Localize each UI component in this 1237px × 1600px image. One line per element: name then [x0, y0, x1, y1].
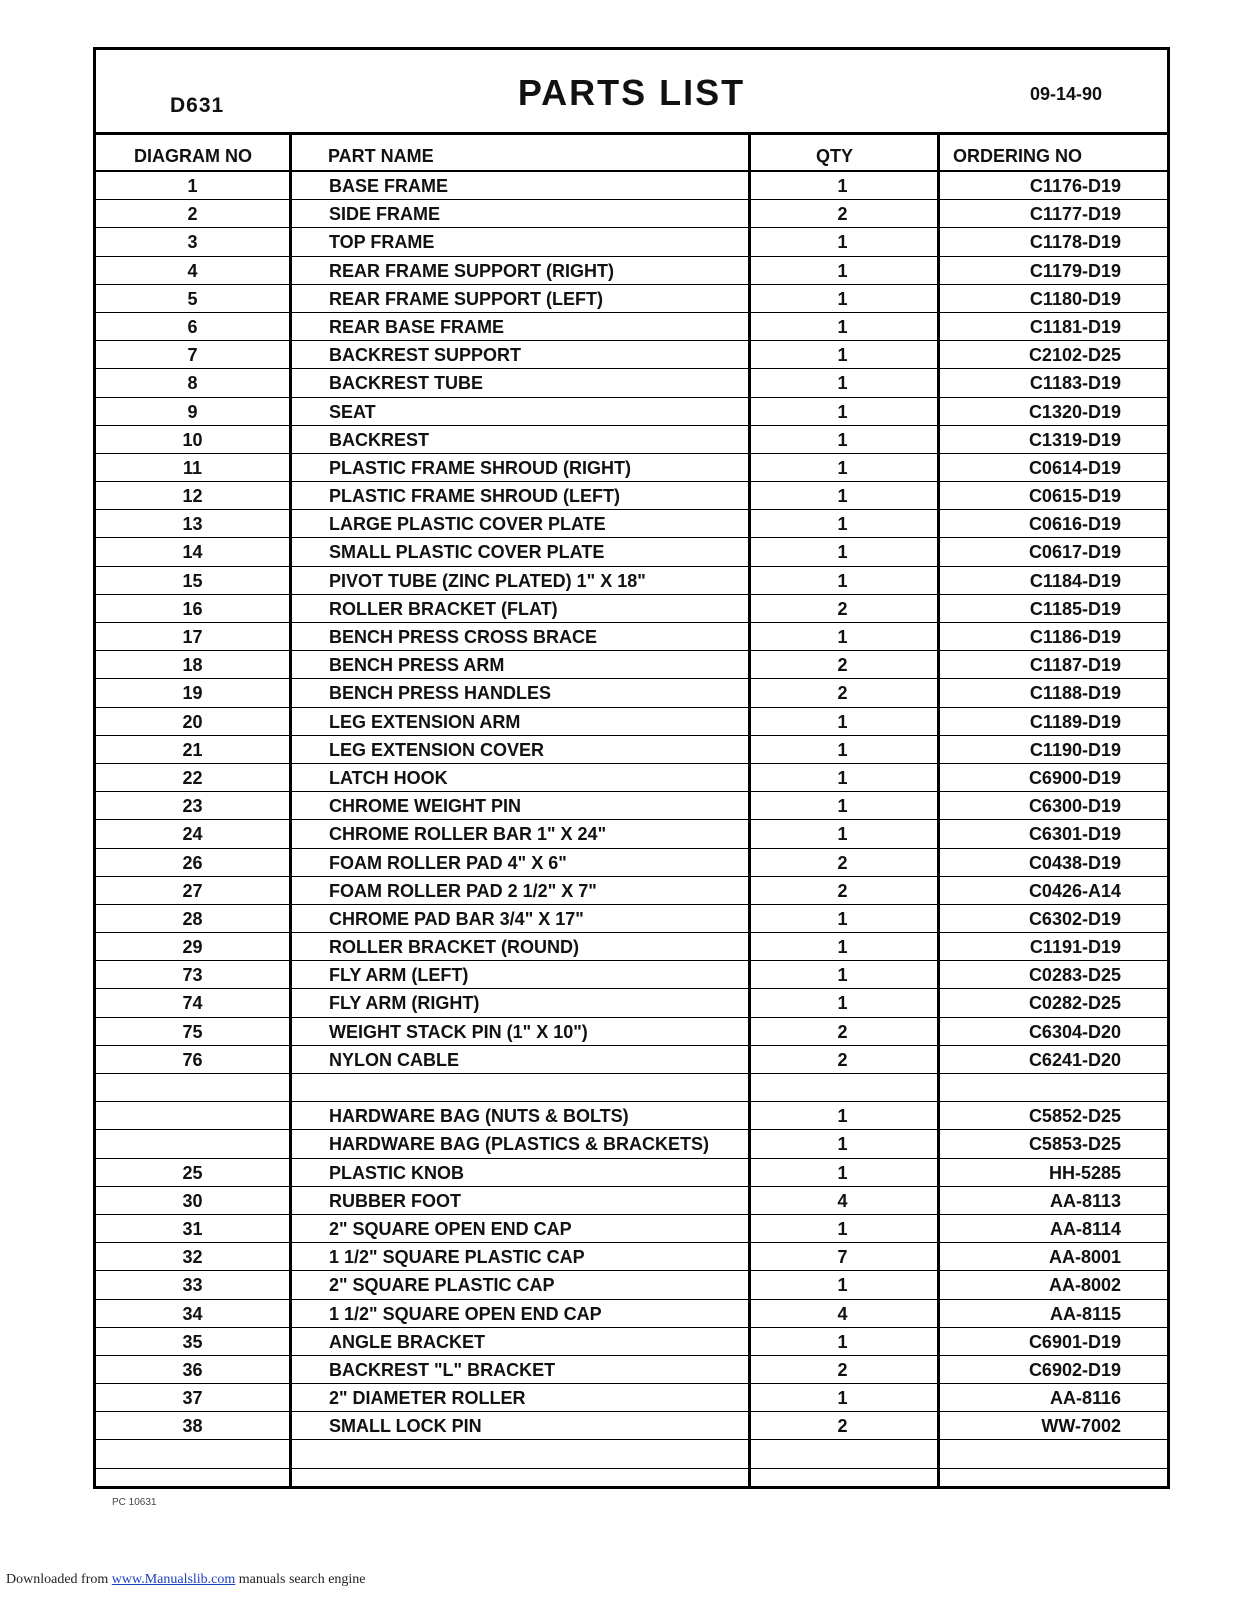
table-row	[96, 1271, 1167, 1299]
table-row	[96, 1046, 1167, 1074]
ordering-no-cell: C1319-D19	[1028, 429, 1121, 450]
qty-cell: 1	[837, 1331, 848, 1352]
part-name-cell: FOAM ROLLER PAD 2 1/2" X 7"	[329, 880, 597, 901]
part-name-cell: SIDE FRAME	[329, 204, 441, 225]
qty-cell: 2	[837, 880, 848, 901]
diagram-no-cell: 26	[182, 852, 203, 873]
table-row	[96, 1300, 1167, 1328]
qty-cell: 1	[837, 1134, 848, 1155]
table-row	[96, 651, 1167, 679]
qty-cell: 1	[837, 739, 848, 760]
ordering-no-cell: C1177-D19	[1029, 204, 1121, 225]
qty-cell: 4	[837, 1190, 848, 1211]
diagram-no-cell: 4	[187, 260, 198, 281]
diagram-no-cell: 21	[182, 739, 203, 760]
diagram-no-cell: 25	[182, 1162, 203, 1183]
table-row	[96, 398, 1167, 426]
header-part-name: PART NAME	[328, 146, 434, 166]
qty-cell: 2	[837, 1416, 848, 1437]
ordering-no-cell: C1186-D19	[1029, 627, 1121, 647]
table-row	[96, 1328, 1167, 1356]
table-row	[96, 538, 1167, 566]
diagram-no-cell: 37	[182, 1388, 203, 1409]
part-name-cell: BACKREST SUPPORT	[329, 345, 522, 366]
qty-cell: 1	[837, 457, 848, 478]
table-row	[96, 708, 1167, 736]
diagram-no-cell: 28	[182, 908, 203, 929]
qty-cell: 1	[837, 908, 848, 929]
part-name-cell: WEIGHT STACK PIN (1" X 10")	[329, 1021, 588, 1042]
ordering-no-cell: C1176-D19	[1029, 176, 1121, 196]
diagram-no-cell: 2	[187, 204, 198, 225]
qty-cell: 2	[837, 683, 848, 704]
qty-cell: 1	[837, 1218, 848, 1239]
table-row	[96, 679, 1167, 707]
ordering-no-cell: C0426-A14	[1028, 880, 1121, 901]
part-name-cell: SMALL LOCK PIN	[329, 1416, 482, 1437]
qty-cell: 2	[837, 655, 848, 676]
part-name-cell: PIVOT TUBE (ZINC PLATED) 1" X 18"	[329, 570, 646, 591]
table-row	[96, 905, 1167, 933]
table-row	[96, 877, 1167, 905]
download-suffix: manuals search engine	[235, 1572, 366, 1587]
table-row	[96, 792, 1167, 820]
diagram-no-cell: 27	[182, 880, 203, 901]
table-row	[96, 961, 1167, 989]
qty-cell: 1	[837, 373, 848, 394]
part-name-cell: BASE FRAME	[329, 176, 449, 196]
table-row	[96, 1356, 1167, 1384]
table-row	[96, 482, 1167, 510]
ordering-no-cell: C0438-D19	[1028, 852, 1121, 873]
table-row	[96, 736, 1167, 764]
table-row	[96, 820, 1167, 848]
qty-cell: 4	[837, 1303, 848, 1324]
table-header	[96, 132, 1167, 172]
qty-cell: 1	[837, 486, 848, 507]
qty-cell: 1	[837, 796, 848, 817]
part-name-cell: 2" SQUARE PLASTIC CAP	[329, 1275, 555, 1296]
table-row	[96, 567, 1167, 595]
model-number: D631	[170, 94, 225, 117]
part-name-cell: LARGE PLASTIC COVER PLATE	[329, 514, 606, 535]
qty-cell: 1	[837, 176, 848, 196]
qty-cell: 2	[837, 598, 848, 619]
qty-cell: 1	[837, 627, 848, 647]
part-name-cell: HARDWARE BAG (NUTS & BOLTS)	[329, 1106, 629, 1127]
diagram-no-cell: 30	[182, 1190, 203, 1211]
ordering-no-cell: C1178-D19	[1029, 232, 1121, 253]
part-name-cell: BACKREST	[329, 429, 430, 450]
diagram-no-cell: 14	[182, 542, 203, 563]
part-name-cell: CHROME WEIGHT PIN	[329, 796, 521, 817]
part-name-cell: BENCH PRESS HANDLES	[329, 683, 552, 704]
qty-cell: 2	[837, 1021, 848, 1042]
diagram-no-cell: 24	[182, 824, 203, 845]
qty-cell: 1	[837, 767, 848, 788]
ordering-no-cell: C1320-D19	[1028, 401, 1121, 422]
table-row	[96, 454, 1167, 482]
diagram-no-cell: 74	[182, 993, 203, 1014]
part-name-cell: REAR BASE FRAME	[329, 316, 505, 337]
part-name-cell: LATCH HOOK	[329, 767, 448, 788]
ordering-no-cell: C0616-D19	[1028, 514, 1121, 535]
table-row	[96, 989, 1167, 1017]
ordering-no-cell: AA-8114	[1049, 1218, 1121, 1239]
part-name-cell: CHROME ROLLER BAR 1" X 24"	[329, 824, 607, 845]
qty-cell: 7	[837, 1247, 848, 1268]
qty-cell: 2	[837, 204, 848, 225]
part-name-cell: REAR FRAME SUPPORT (LEFT)	[329, 288, 603, 309]
ordering-no-cell: C6301-D19	[1028, 824, 1121, 845]
part-name-cell: TOP FRAME	[329, 232, 435, 253]
footer-code: PC 10631	[112, 1497, 157, 1508]
diagram-no-cell: 31	[182, 1218, 203, 1239]
diagram-no-cell: 38	[182, 1416, 203, 1437]
diagram-no-cell: 15	[182, 570, 203, 591]
ordering-no-cell: C1184-D19	[1029, 570, 1121, 591]
table-row	[96, 510, 1167, 538]
ordering-no-cell: C6902-D19	[1028, 1359, 1121, 1380]
manualslib-link[interactable]: www.Manualslib.com	[111, 1572, 236, 1587]
part-name-cell: LEG EXTENSION COVER	[329, 739, 545, 760]
part-name-cell: BENCH PRESS CROSS BRACE	[329, 627, 598, 647]
diagram-no-cell: 7	[187, 345, 198, 366]
part-name-cell: FLY ARM (LEFT)	[329, 965, 469, 986]
table-row	[96, 172, 1167, 200]
diagram-no-cell: 32	[182, 1247, 203, 1268]
diagram-no-cell: 75	[182, 1021, 203, 1042]
table-row	[96, 200, 1167, 228]
qty-cell: 1	[837, 1388, 848, 1409]
part-name-cell: CHROME PAD BAR 3/4" X 17"	[329, 908, 584, 929]
diagram-no-cell: 9	[187, 401, 198, 422]
ordering-no-cell: C6900-D19	[1028, 767, 1121, 788]
qty-cell: 1	[837, 288, 848, 309]
table-body	[96, 172, 1167, 1469]
diagram-no-cell: 35	[182, 1331, 203, 1352]
qty-cell: 1	[837, 345, 848, 366]
part-name-cell: RUBBER FOOT	[329, 1190, 461, 1211]
table-row	[96, 595, 1167, 623]
title-bar	[96, 50, 1167, 135]
part-name-cell: FLY ARM (RIGHT)	[329, 993, 480, 1014]
header-qty: QTY	[816, 146, 854, 166]
qty-cell: 1	[837, 1106, 848, 1127]
ordering-no-cell: C1188-D19	[1029, 683, 1121, 704]
diagram-no-cell: 11	[182, 457, 203, 478]
page-title: PARTS LIST	[517, 72, 746, 113]
ordering-no-cell: C6901-D19	[1028, 1331, 1121, 1352]
ordering-no-cell: C1187-D19	[1029, 655, 1121, 676]
diagram-no-cell: 76	[182, 1049, 203, 1070]
diagram-no-cell: 12	[182, 486, 203, 507]
qty-cell: 1	[837, 993, 848, 1014]
document-date: 09-14-90	[1029, 84, 1102, 104]
part-name-cell: ANGLE BRACKET	[329, 1331, 485, 1352]
ordering-no-cell: C0617-D19	[1028, 542, 1121, 563]
ordering-no-cell: AA-8002	[1048, 1275, 1121, 1296]
diagram-no-cell: 17	[182, 627, 203, 647]
diagram-no-cell: 1	[187, 176, 198, 196]
diagram-no-cell: 73	[182, 965, 203, 986]
table-row	[96, 764, 1167, 792]
ordering-no-cell: C6302-D19	[1028, 908, 1121, 929]
diagram-no-cell: 8	[187, 373, 198, 394]
part-name-cell: FOAM ROLLER PAD 4" X 6"	[329, 852, 567, 873]
qty-cell: 1	[837, 232, 848, 253]
ordering-no-cell: HH-5285	[1048, 1162, 1121, 1183]
diagram-no-cell: 6	[187, 316, 198, 337]
ordering-no-cell: C2102-D25	[1028, 345, 1121, 366]
ordering-no-cell: WW-7002	[1041, 1416, 1121, 1437]
table-row	[96, 1102, 1167, 1130]
ordering-no-cell: C1180-D19	[1029, 288, 1121, 309]
ordering-no-cell: AA-8116	[1049, 1388, 1121, 1409]
part-name-cell: PLASTIC FRAME SHROUD (LEFT)	[329, 486, 620, 507]
part-name-cell: NYLON CABLE	[329, 1049, 459, 1070]
ordering-no-cell: AA-8115	[1049, 1303, 1121, 1324]
qty-cell: 1	[837, 514, 848, 535]
part-name-cell: BACKREST "L" BRACKET	[329, 1359, 556, 1380]
table-row	[96, 623, 1167, 651]
ordering-no-cell: C0614-D19	[1028, 457, 1121, 478]
qty-cell: 1	[837, 401, 848, 422]
part-name-cell: PLASTIC FRAME SHROUD (RIGHT)	[329, 457, 631, 478]
table-row	[96, 285, 1167, 313]
ordering-no-cell: C5852-D25	[1028, 1106, 1121, 1127]
part-name-cell: 1 1/2" SQUARE PLASTIC CAP	[329, 1247, 585, 1268]
table-row	[96, 1412, 1167, 1440]
part-name-cell: REAR FRAME SUPPORT (RIGHT)	[329, 260, 614, 281]
table-row	[96, 313, 1167, 341]
table-row	[96, 1384, 1167, 1412]
part-name-cell: BENCH PRESS ARM	[329, 655, 505, 676]
qty-cell: 1	[837, 711, 848, 732]
ordering-no-cell: AA-8001	[1048, 1247, 1121, 1268]
diagram-no-cell: 13	[182, 514, 203, 535]
ordering-no-cell: AA-8113	[1049, 1190, 1121, 1211]
qty-cell: 2	[837, 1049, 848, 1070]
part-name-cell: ROLLER BRACKET (FLAT)	[329, 598, 558, 619]
qty-cell: 1	[837, 937, 848, 958]
table-row	[96, 228, 1167, 256]
table-row	[96, 1074, 1167, 1102]
table-row	[96, 1159, 1167, 1187]
ordering-no-cell: C1181-D19	[1029, 316, 1121, 337]
table-row	[96, 257, 1167, 285]
table-row	[96, 1215, 1167, 1243]
table-row	[96, 1018, 1167, 1046]
part-name-cell: BACKREST TUBE	[329, 373, 484, 394]
qty-cell: 1	[837, 316, 848, 337]
table-row	[96, 849, 1167, 877]
qty-cell: 2	[837, 1359, 848, 1380]
qty-cell: 1	[837, 260, 848, 281]
qty-cell: 1	[837, 429, 848, 450]
diagram-no-cell: 33	[182, 1275, 203, 1296]
ordering-no-cell: C6300-D19	[1028, 796, 1121, 817]
diagram-no-cell: 20	[182, 711, 203, 732]
diagram-no-cell: 5	[187, 288, 198, 309]
table-row	[96, 1187, 1167, 1215]
diagram-no-cell: 3	[187, 232, 198, 253]
diagram-no-cell: 23	[182, 796, 203, 817]
qty-cell: 1	[837, 570, 848, 591]
ordering-no-cell: C1190-D19	[1029, 739, 1121, 760]
part-name-cell: 2" SQUARE OPEN END CAP	[329, 1218, 572, 1239]
diagram-no-cell: 18	[182, 655, 203, 676]
qty-cell: 1	[837, 1162, 848, 1183]
diagram-no-cell: 29	[182, 937, 203, 958]
download-credit	[6, 1572, 366, 1588]
parts-list-sheet	[93, 47, 1170, 1489]
ordering-no-cell: C1191-D19	[1029, 937, 1121, 958]
table-row	[96, 1243, 1167, 1271]
diagram-no-cell: 19	[182, 683, 203, 704]
qty-cell: 1	[837, 542, 848, 563]
ordering-no-cell: C0283-D25	[1028, 965, 1121, 986]
ordering-no-cell: C0282-D25	[1028, 993, 1121, 1014]
table-row	[96, 1440, 1167, 1468]
header-diagram-no: DIAGRAM NO	[134, 146, 252, 166]
qty-cell: 2	[837, 852, 848, 873]
part-name-cell: 1 1/2" SQUARE OPEN END CAP	[329, 1303, 602, 1324]
diagram-no-cell: 16	[182, 598, 203, 619]
qty-cell: 1	[837, 824, 848, 845]
ordering-no-cell: C1179-D19	[1029, 260, 1121, 281]
part-name-cell: SMALL PLASTIC COVER PLATE	[329, 542, 605, 563]
part-name-cell: ROLLER BRACKET (ROUND)	[329, 937, 579, 958]
part-name-cell: PLASTIC KNOB	[329, 1162, 464, 1183]
header-ordering-no: ORDERING NO	[953, 146, 1083, 166]
qty-cell: 1	[837, 965, 848, 986]
ordering-no-cell: C5853-D25	[1028, 1134, 1121, 1155]
ordering-no-cell: C1189-D19	[1029, 711, 1121, 732]
ordering-no-cell: C6304-D20	[1028, 1021, 1121, 1042]
diagram-no-cell: 34	[182, 1303, 203, 1324]
table-row	[96, 426, 1167, 454]
download-prefix: Downloaded from	[6, 1572, 112, 1587]
table-row	[96, 933, 1167, 961]
diagram-no-cell: 22	[182, 767, 203, 788]
diagram-no-cell: 10	[182, 429, 203, 450]
part-name-cell: 2" DIAMETER ROLLER	[329, 1388, 526, 1409]
ordering-no-cell: C1183-D19	[1029, 373, 1121, 394]
part-name-cell: LEG EXTENSION ARM	[329, 711, 521, 732]
parts-table	[96, 132, 1167, 1486]
table-row	[96, 1130, 1167, 1158]
ordering-no-cell: C6241-D20	[1028, 1049, 1121, 1070]
table-row	[96, 341, 1167, 369]
qty-cell: 1	[837, 1275, 848, 1296]
part-name-cell: SEAT	[329, 401, 376, 422]
table-row	[96, 369, 1167, 397]
part-name-cell: HARDWARE BAG (PLASTICS & BRACKETS)	[329, 1134, 709, 1155]
ordering-no-cell: C1185-D19	[1029, 598, 1121, 619]
ordering-no-cell: C0615-D19	[1028, 486, 1121, 507]
diagram-no-cell: 36	[182, 1359, 203, 1380]
